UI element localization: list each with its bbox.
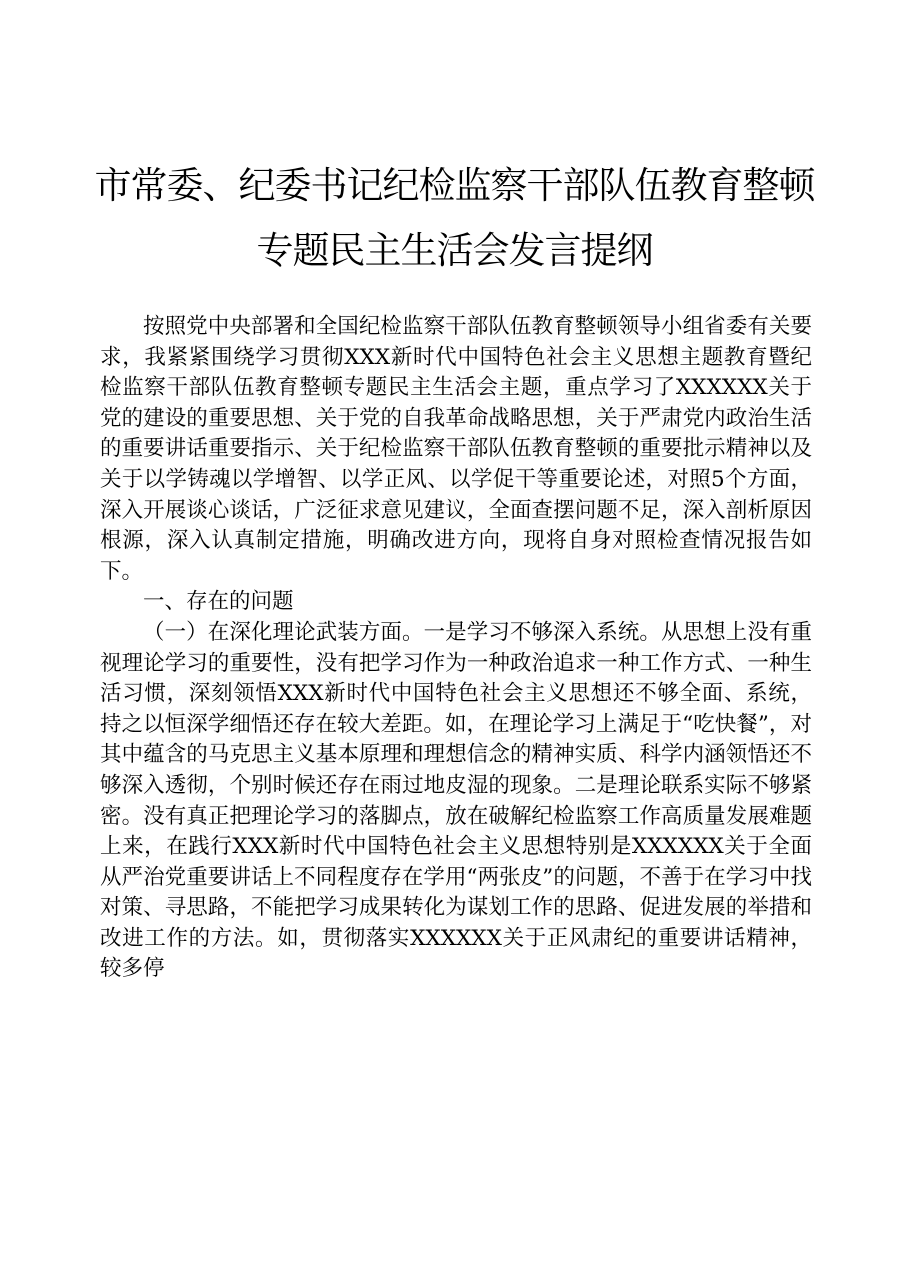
document-title-line-1: 市常委、纪委书记纪检监察干部队伍教育整顿 — [94, 164, 815, 207]
intro-paragraph: 按照党中央部署和全国纪检监察干部队伍教育整顿领导小组省委有关要求，我紧紧围绕学习贯彻XXX新时代中国特色社会主义思想主题教育暨纪检监察干部队伍教育整顿专题民主生活会主题，重点学习了XXXXXX关于党的建设的重要思想、关于党的自我革命战略思想，关于严肃党内政治生活的重要讲话重要指示、关于纪检监察干部队伍教育整顿的重要批示精神以及关于以学铸魂以学增智、以学正风、以学促干等重要论述，对照5个方面，深入开展谈心谈话，广泛征求意见建议，全面查摆问题不足，深入剖析原因根源，深入认真制定措施，明确改进方向，现将自身对照检查情况报告如下。 — [100, 314, 812, 584]
section-paragraph: （一）在深化理论武装方面。一是学习不够深入系统。从思想上没有重视理论学习的重要性，没有把学习作为一种政治追求一种工作方式、一种生活习惯，深刻领悟XXX新时代中国特色社会主义思想还不够全面、系统，持之以恒深学细悟还存在较大差距。如，在理论学习上满足于“吃快餐”，对其中蕴含的马克思主义基本原理和理想信念的精神实质、科学内涵领悟还不够深入透彻，个别时候还存在雨过地皮湿的现象。二是理论联系实际不够紧密。没有真正把理论学习的落脚点，放在破解纪检监察工作高质量发展难题上来，在践行XXX新时代中国特色社会主义思想特别是XXXXXX关于全面从严治党重要讲话上不同程度存在学用“两张皮”的问题，不善于在学习中找对策、寻思路，不能把学习成果转化为谋划工作的思路、促进发展的举措和改进工作的方法。如，贯彻落实XXXXXX关于正风肃纪的重要讲话精神，较多停 — [100, 619, 812, 982]
document-title-line-2: 专题民主生活会发言提纲 — [256, 229, 653, 272]
section-heading: 一、存在的问题 — [143, 589, 294, 615]
document-body — [100, 312, 812, 985]
